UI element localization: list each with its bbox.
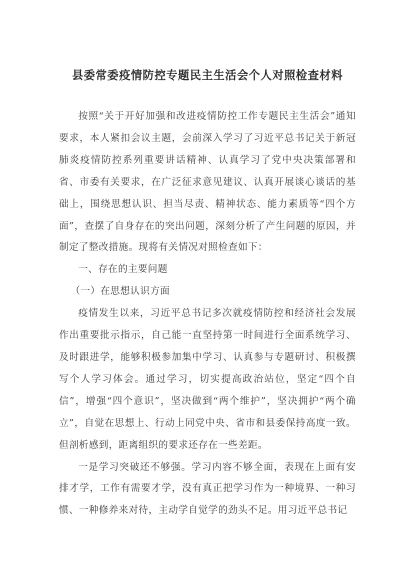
- document-title: 县委常委疫情防控专题民主生活会个人对照检查材料: [71, 69, 344, 82]
- intro-paragraph: 按照“关于开好加强和改进疫情防控工作专题民主生活会”通知要求，本人紧扣会议主题，会前深入学习了习近平总书记关于新冠肺炎疫情防控系列重要讲话精神、认真学习了党中央决策部署和省、市委有关要求，在广泛征求意见建议、认真开展谈心谈话的基础上，围绕思想认识、担当尽责、精神状态、能力素质等“四个方面”，查摆了自身存在的突出问题，深刻分析了产生问题的原因，并制定了整改措施。现将有关情况对照检查如下：: [59, 111, 356, 254]
- section-heading: 一、存在的主要问题: [78, 264, 168, 276]
- body-paragraph: 一是学习突破还不够强。学习内容不够全面，表现在上面有安排才学，工作有需要才学，没有真正把学习作为一种境界、一种习惯、一种修养来对待，主动学自觉学的劲头不足。用习近平总书记: [59, 461, 356, 517]
- body-paragraph: 疫情发生以来，习近平总书记多次就疫情防控和经济社会发展作出重要批示指示，自己能一直坚持第一时间进行全面系统学习、及时跟进学，能够积极参加集中学习、认真参与专题研讨、积极撰写个人学习体会。通过学习，切实提高政治站位，坚定“四个自信”，增强“四个意识”，坚决做到“两个维护”，坚决拥护“两个确立”，自觉在思想上、行动上同党中央、省市和县委保持高度一致。但剖析感到，距离组织的要求还存在一些差距。: [59, 308, 356, 451]
- subsection-heading: （一）在思想认识方面: [70, 286, 170, 298]
